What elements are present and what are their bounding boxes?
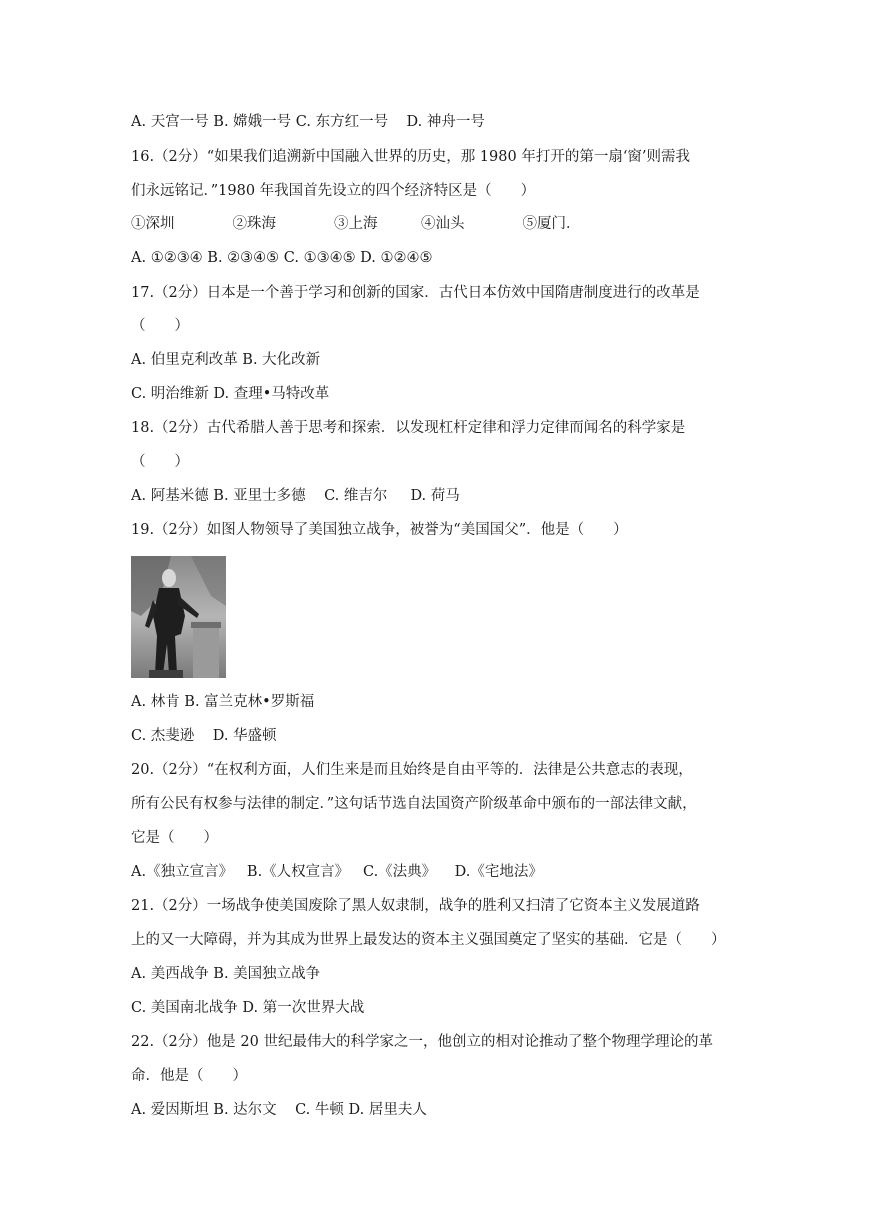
q19-options-line2: C. 杰斐逊 D. 华盛顿 xyxy=(131,728,277,744)
q21-options-line1: A. 美西战争 B. 美国独立战争 xyxy=(131,966,321,982)
q22-stem-line2: 命．他是（ ） xyxy=(131,1068,247,1084)
q22-options: A. 爱因斯坦 B. 达尔文 C. 牛顿 D. 居里夫人 xyxy=(131,1102,427,1118)
q22-stem-line1: 22.（2分）他是 20 世纪最伟大的科学家之一，他创立的相对论推动了整个物理学理论的革 xyxy=(131,1034,713,1050)
q16-items: ①深圳 ②珠海 ③上海 ④汕头 ⑤厦门． xyxy=(131,216,581,232)
q20-stem-line3: 它是（ ） xyxy=(131,830,218,846)
washington-portrait-image xyxy=(131,556,226,678)
q16-stem-line1: 16.（2分）“如果我们追溯新中国融入世界的历史，那 1980 年打开的第一扇‘窗’则需我 xyxy=(131,149,691,165)
q20-options: A.《独立宣言》 B.《人权宣言》 C.《法典》 D.《宅地法》 xyxy=(131,864,543,880)
q19-options-line1: A. 林肯 B. 富兰克林•罗斯福 xyxy=(131,694,315,710)
q21-options-line2: C. 美国南北战争 D. 第一次世界大战 xyxy=(131,1000,365,1016)
q19-stem: 19.（2分）如图人物领导了美国独立战争，被誉为“美国国父”．他是（ ） xyxy=(131,522,628,538)
q17-stem-line1: 17.（2分）日本是一个善于学习和创新的国家．古代日本仿效中国隋唐制度进行的改革是 xyxy=(131,285,700,301)
q17-options-line2: C. 明治维新 D. 查理•马特改革 xyxy=(131,386,330,402)
q16-stem-line2: 们永远铭记．”1980 年我国首先设立的四个经济特区是（ ） xyxy=(131,183,536,199)
q18-stem-line1: 18.（2分）古代希腊人善于思考和探索．以发现杠杆定律和浮力定律而闻名的科学家是 xyxy=(131,420,686,436)
q18-options: A. 阿基米德 B. 亚里士多德 C. 维吉尔 D. 荷马 xyxy=(131,488,460,504)
q17-options-line1: A. 伯里克利改革 B. 大化改新 xyxy=(131,352,321,368)
q20-stem-line1: 20.（2分）“在权利方面，人们生来是而且始终是自由平等的．法律是公共意志的表现， xyxy=(131,762,693,778)
q17-stem-line2: （ ） xyxy=(131,318,189,334)
q15-options: A. 天宫一号 B. 嫦娥一号 C. 东方红一号 D. 神舟一号 xyxy=(131,114,485,130)
q21-stem-line1: 21.（2分）一场战争使美国废除了黑人奴隶制，战争的胜利又扫清了它资本主义发展道路 xyxy=(131,898,700,914)
q18-stem-line2: （ ） xyxy=(131,454,189,470)
q21-stem-line2: 上的又一大障碍，并为其成为世界上最发达的资本主义强国奠定了坚实的基础．它是（ ） xyxy=(131,932,726,948)
q20-stem-line2: 所有公民有权参与法律的制定．”这句话节选自法国资产阶级革命中颁布的一部法律文献， xyxy=(131,796,697,812)
q16-options: A. ①②③④ B. ②③④⑤ C. ①③④⑤ D. ①②④⑤ xyxy=(131,250,433,266)
